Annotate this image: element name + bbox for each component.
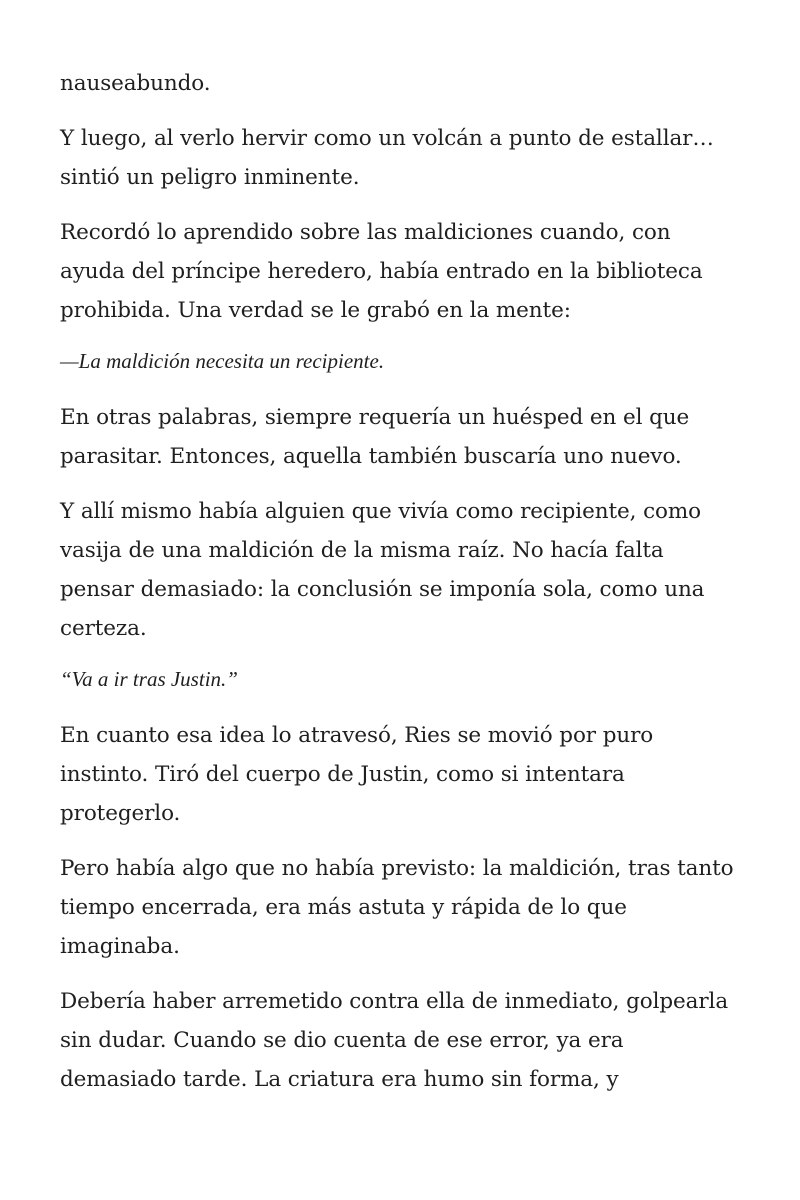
paragraph: Y luego, al verlo hervir como un volcán a punto de estallar… sintió un peligro inminente. [60, 126, 714, 190]
paragraph: En otras palabras, siempre requería un huésped en el que parasitar. Entonces, aquella también buscaría uno nuevo. [60, 405, 690, 469]
paragraph: Y allí mismo había alguien que vivía como recipiente, como vasija de una maldición de la misma raíz. No hacía falta pensar demasiado: la conclusión se imponía sola, como una certeza. [60, 499, 705, 641]
paragraph: En cuanto esa idea lo atravesó, Ries se movió por puro instinto. Tiró del cuerpo de Justin, como si intentara protegerlo. [60, 723, 654, 826]
paragraph: Pero había algo que no había previsto: la maldición, tras tanto tiempo encerrada, era más astuta y rápida de lo que imaginaba. [60, 856, 734, 959]
paragraph: nauseabundo. [60, 71, 211, 96]
italic-thought: “Va a ir tras Justin.” [60, 667, 238, 691]
paragraph: Recordó lo aprendido sobre las maldiciones cuando, con ayuda del príncipe heredero, había entrado en la biblioteca prohibida. Una verdad se le grabó en la mente: [60, 220, 703, 323]
paragraph: Debería haber arremetido contra ella de inmediato, golpearla sin dudar. Cuando se dio cuenta de ese error, ya era demasiado tarde. La criatura era humo sin forma, y [60, 989, 729, 1092]
italic-quote: —La maldición necesita un recipiente. [60, 349, 385, 373]
